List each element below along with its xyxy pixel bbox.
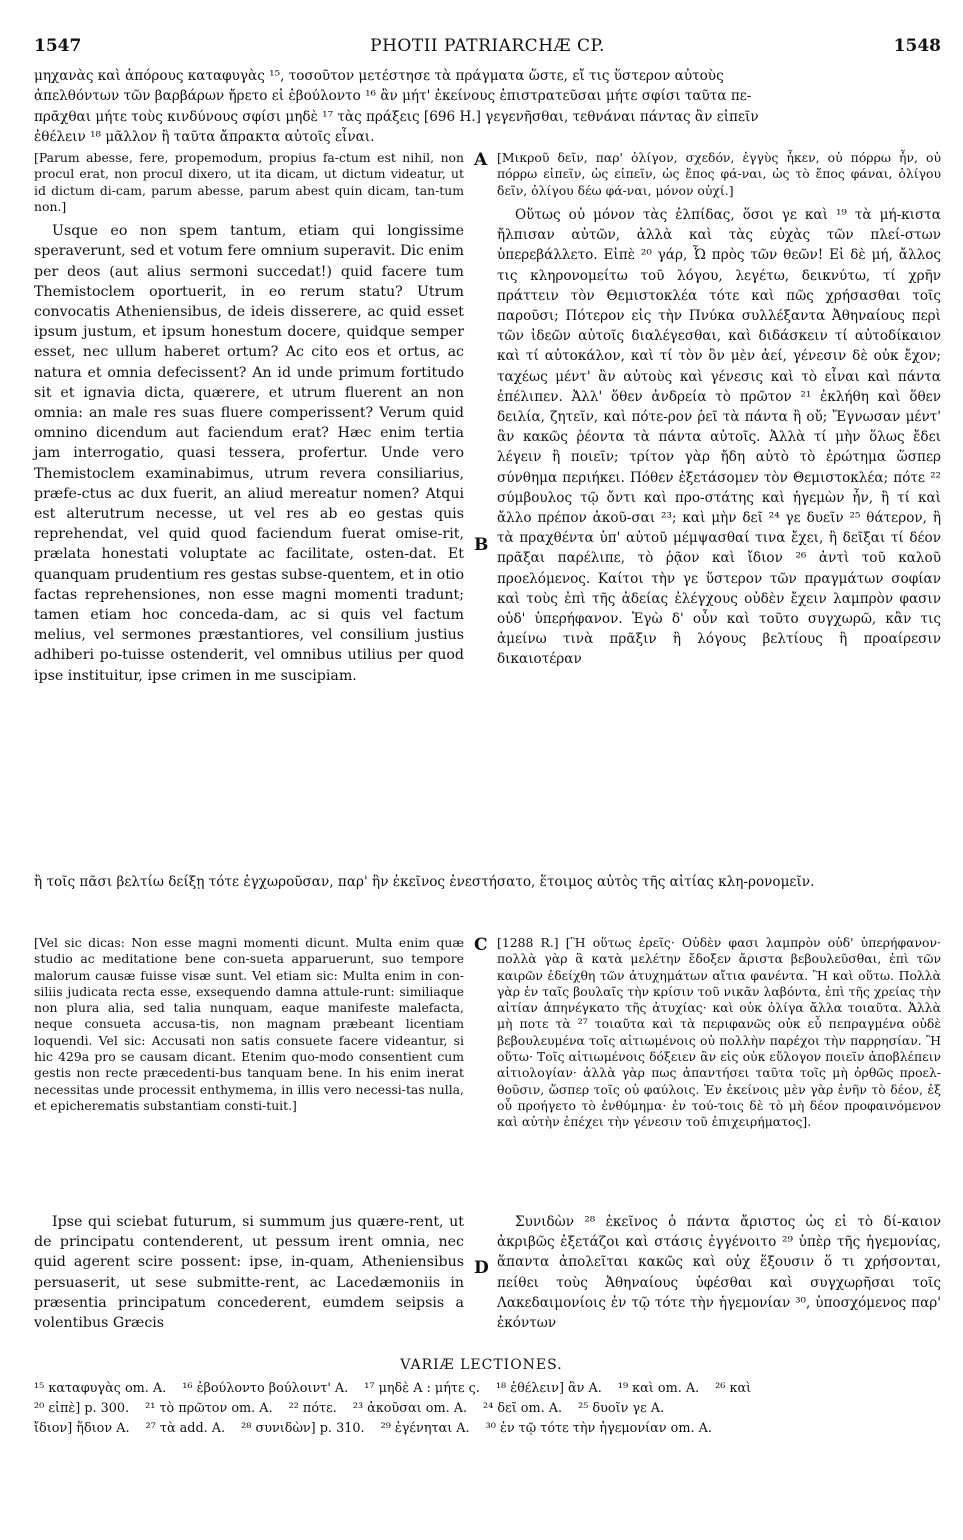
margin-letter-c: C (474, 935, 488, 955)
greek-column-1 (497, 150, 941, 676)
variant-note: ²⁹ ἐγένηται A. (380, 1421, 470, 1436)
top-line: ἀπελθόντων τῶν βαρβάρων ἤρετο εἰ ἐβούλοντο ¹⁶ ἂν μήτ' ἐκείνους ἐπιστρατεῦσαι μήτε σφίσι ταῦτα πε- (34, 88, 752, 105)
greek-column-2: [1288 R.] [Ἢ οὕτως ἐρεῖς· Οὐδὲν φασι λαμπρὸν οὐδ' ὑπερήφανον· πολλὰ γὰρ ἃ κατὰ μελέτην ἔδοξεν ἄριστα βεβουλεῦσθαι, ἐπὶ τῶν καιρῶν ἐδείχθη τῶν ἀτυχημάτων αἴτια φανέντα. Ἢ καὶ οὕτω. Πολλὰ γὰρ ἐν ταῖς βουλαῖς τὴν κρίσιν τοῦ νικᾶν λαβόντα, ἐπὶ τῆς χρείας τὴν αἰτίαν ἀπηνέγκατο τῆς ἀτυχίας· καὶ οὐκ ὀλίγα ἄλλα τοιαῦτα. Ἀλλὰ μὴ ποτε τὰ ²⁷ τοιαῦτα καὶ τὰ περιφανῶς οὐκ εὖ πεπραγμένα οὐδὲ βεβουλευμένα τοῖς αἰτιωμένοις οὐ πολλὴν παρέχοι τὴν παρρησίαν. Ἢ οὕτω· Τοῖς αἰτιωμένοις δόξειεν ἂν εἰς οὐκ εὔλογον ποιεῖν ἀποβλέπειν αἰτιολογίαν· ἀλλὰ γὰρ πως ἀπαντήσει ταῦτα τοῖς μὴ ὀρθῶς προελ-θοῦσιν, ὥσπερ τοῖς οὐ φαύλοις. Ἐν ἐκείνοις μὲν γὰρ ἐνῆν τὸ δέον, ἐξ οὗ προήγετο τὸ ἐνθύμημα· ἐν τού-τοις δὲ τὸ μὴ δέον προφαινόμενον καὶ αὐτὴν ἐπέχει τὴν γένεσιν τοῦ ἐπιχειρήματος]. (497, 935, 941, 1130)
variae-lectiones (34, 1379, 941, 1439)
variant-note: ¹⁷ μηδὲ A : μήτε ς. (364, 1381, 480, 1396)
margin-letter-d: D (474, 1258, 489, 1278)
top-line: ἐθέλειν ¹⁸ μᾶλλον ἢ ταῦτα ἄπρακτα αὐτοῖς εἶναι. (34, 129, 375, 146)
variant-note: ²⁴ δεῖ om. A. (483, 1401, 563, 1416)
greek-column-3: Συνιδὼν ²⁸ ἐκεῖνος ὁ πάντα ἄριστος ὡς εἰ τὸ δί-καιον ἀκριβῶς ἐξετάζοι καὶ στάσις ἐγγένοιτο ²⁹ ὑπὲρ τῆς ἡγεμονίας, ἅπαντα ἀπολεῖται κακῶς καὶ οὐχ ἕξουσιν ὅ τι χρήσονται, πείθει τοὺς Ἀθηναίους ὑφέσθαι καὶ συγχωρῆσαι τοῖς Λακεδαιμονίοις ἐν τῷ τότε τὴν ἡγεμονίαν ³⁰, ὑποσχόμενος παρ' ἑκόντων (497, 1214, 941, 1332)
top-line: πρᾶχθαι μήτε τοὺς κινδύνους σφίσι μηδὲ ¹⁷ τὰς πράξεις [696 H.] γεγενῆσθαι, τεθνάναι πάντας ἂν εἰπεῖν (34, 108, 759, 125)
latin-paragraph: Usque eo non spem tantum, etiam qui longissime speraverunt, sed et votum fere omnium superavit. Dic enim per deos (aut alius sermoni succedat!) quid facere tum Themistoclem oportuerit, in eo rerum statu? Utrum convocatis Atheniensibus, de ideis disserere, ac quid esset ipsum justum, et ipsum honestum docere, quidque semper esset, nec ullum haberet ortum? Ac cito eos et ortus, ac natura et omnia defecissent? An id unde primum fortitudo sit et ignavia dicta, quærere, et utrum fluerent an non omnia: an male res suas fluere comperissent? Verum quid omnino dicendum aut faciendum erat? Hæc enim tertia jam interrogatio, quasi tessera, profertur. Unde vero Themistoclem examinabimus, utrum revera consiliarius, præfe-ctus ac dux fuerit, an aliud mereatur nomen? Atqui est alterutrum necesse, ut vel res ab eo gestas quis reprehendat, vel quid quod faciendum fuerat omise-rit, prælata honestati voluptate ac facilitate, osten-dat. Et quanquam prudentium res gestas subse-quentem, et in otio factas reprehensiones, non esse magni momenti tradunt; tamen etiam hoc conceda-dam, ac si quis vel factum melius, vel sermones præstantiores, vel consilium justius adhiberi po-tuisse ostenderit, vel omnibus utilius per quod ipse instituitur, ipse crimen in me suscipiam. (34, 223, 464, 684)
variant-note: ¹⁸ ἐθέλειν] ἂν A. (495, 1381, 602, 1396)
latin-column-2: [Vel sic dicas: Non esse magni momenti dicunt. Multa enim quæ studio ac meditatione bene con-sueta apparuerunt, suo tempore malorum causæ fuisse visæ sunt. Vel etiam sic: Multa enim in con-siliis judicata recta esse, exsequendo damna attule-runt: similiaque non plura alia, sed talia nunquam, eaque manifeste malefacta, neque consueta accusa-tis, non magnam præbeant licentiam loquendi. Vel sic: Accusati non satis consuete facere videantur, si hic 429a pro se causam dicant. Etenim quo-modo consentient cum gestis non recte præcedenti-bus tanquam bene. In his enim inerat necessitas unde processit enthymema, in illis vero necessi-tas nulla, et epicherematis substantiam consti-tuit.] (34, 935, 464, 1113)
variae-line (34, 1379, 941, 1399)
page-number-right: 1548 (893, 36, 941, 56)
variant-note: ²³ ἀκοῦσαι om. A. (352, 1401, 468, 1416)
variant-note: ¹⁹ καὶ om. A. (617, 1381, 700, 1396)
variae-line (34, 1399, 941, 1419)
variant-note: ¹⁵ καταφυγὰς om. A. (34, 1381, 167, 1396)
bridge-line: ἢ τοῖς πᾶσι βελτίω δείξῃ τότε ἐγχωροῦσαν, παρ' ἣν ἐκεῖνος ἐνεστήσατο, ἕτοιμος αὐτὸς τῆς αἰτίας κλη-ρονομεῖν. (34, 874, 815, 890)
variant-note: ²² πότε. (288, 1401, 337, 1416)
variant-note: ἴδιον] ἥδιον A. (34, 1421, 130, 1436)
variant-note: ²⁰ εἰπὲ] p. 300. (34, 1401, 130, 1416)
variant-note: ²⁵ δυοῖν γε A. (578, 1401, 665, 1416)
variae-line (34, 1419, 941, 1439)
latin-column-1 (34, 150, 464, 692)
page-number-left: 1547 (34, 36, 82, 56)
variant-note: ²⁶ καὶ (715, 1381, 752, 1396)
top-continuation (34, 66, 941, 148)
variant-note: ¹⁶ ἐβούλοντο βούλοιντ' A. (182, 1381, 349, 1396)
variant-note: ²⁷ τὰ add. A. (145, 1421, 226, 1436)
running-title: PHOTII PATRIARCHÆ CP. (370, 36, 605, 56)
page-header (34, 36, 941, 66)
variant-note: ²⁸ συνιδὼν] p. 310. (241, 1421, 365, 1436)
margin-letter-a: A (474, 150, 488, 170)
variant-note: ²¹ τὸ πρῶτον om. A. (145, 1401, 273, 1416)
top-line: μηχανὰς καὶ ἀπόρους καταφυγὰς ¹⁵, τοσοῦτον μετέστησε τὰ πράγματα ὥστε, εἴ τις ὕστερον αὐτοὺς (34, 68, 724, 84)
variant-note: ³⁰ ἐν τῷ τότε τὴν ἡγεμονίαν om. A. (485, 1421, 712, 1436)
greek-paragraph: Οὕτως οὐ μόνον τὰς ἐλπίδας, ὅσοι γε καὶ ¹⁹ τὰ μή-κιστα ἤλπισαν αὐτῶν, ἀλλὰ καὶ τὰς εὐχὰς τῶν πλεί-στων ὑπερεβάλλετο. Εἰπὲ ²⁰ γάρ, Ὦ πρὸς τῶν θεῶν! Εἰ δὲ μή, ἄλλος τις κληρονομείτω τοῦ λόγου, λεγέτω, δεικνύτω, τί χρῆν πράττειν τὸν Θεμιστοκλέα τότε καὶ πῶς χρήσασθαι τοῖς παροῦσι; Πότερον εἰς τὴν Πνύκα συλλέξαντα Ἀθηναίους περὶ τῶν ἰδεῶν αὐτοῖς διαλέγεσθαι, καὶ διδάσκειν τί αὐτοδίκαιον καὶ τί αὐτοκάλον, καὶ τί τὸν ὂν μὲν ἀεί, γένεσιν δὲ οὐκ ἔχον; ταχέως μέντ' ἂν αὐτοὺς καὶ γένεσις καὶ τὸ εἶναι καὶ πάντα ἐπέλιπεν. Ἀλλ' ὅθεν ἀνδρεία τὸ πρῶτον ²¹ ἐκλήθη καὶ ὅθεν δειλία, ζητεῖν, καὶ πότε-ρον ῥεῖ τὰ πάντα ἢ οὔ; Ἔγνωσαν μέντ' ἂν κακῶς ῥέοντα τὰ πάντα αὐτοῖς. Ἀλλὰ τί μὴν ὅλως ἔδει λέγειν ἢ ποιεῖν; τρίτον γὰρ ἤδη αὐτὸ τὸ ἐρώτημα ὥσπερ σύνθημα περιήκει. Πόθεν ἐξετάσομεν τὸν Θεμιστοκλέα; πότε ²² σύμβουλος τῷ ὄντι καὶ προ-στάτης καὶ ἡγεμὼν ἦν, ἢ τί καὶ ἄλλο πρέπον ἀκοῦ-σαι ²³; καὶ μὴν δεῖ ²⁴ γε δυεῖν ²⁵ θάτερον, ἢ τὰ πραχθέντα ὑπ' αὐτοῦ μέμψασθαί τινα ἔχει, ἢ δεῖξαι τί δέον πρᾶξαι παρέλιπε, τὸ ῥᾷον καὶ ἴδιον ²⁶ ἀντὶ τοῦ καλοῦ προελόμενος. Καίτοι τὴν γε ὕστερον τῶν πραγμάτων σοφίαν καὶ τοὺς ἐπὶ τῆς ἀδείας ἐλέγχους οὐδὲν ἔχειν λαμπρὸν φασιν οὐδ' ὑπερήφανον. Ἐγὼ δ' οὖν καὶ τοῦτο συγχωρῶ, κἂν τις ἀμείνω τινὰ πρᾶξιν ἢ λόγους βελτίους ἢ προαίρεσιν δικαιοτέραν (497, 206, 941, 668)
latin-note: [Parum abesse, fere, propemodum, propius fa-ctum est nihil, non procul erat, non procul dixero, ut ita dicam, ut dictum videatur, ut id dictum di-cam, parum abesse, parum abest quin dicam, tan-tum non.] (34, 150, 464, 214)
margin-letter-b: B (474, 535, 489, 555)
variae-title: VARIÆ LECTIONES. (400, 1357, 563, 1373)
greek-note: [Μικροῦ δεῖν, παρ' ὀλίγον, σχεδόν, ἐγγὺς ἧκεν, οὐ πόρρω ἦν, οὐ πόρρω εἰπεῖν, ὡς εἰπεῖν, ὡς ἔπος φά-ναι, ὡς τὸ ἔπος φάναι, ὀλίγου δεῖν, ὀλίγου δέω φά-ναι, μόνον οὐχί.] (497, 150, 941, 198)
latin-column-3: Ipse qui sciebat futurum, si summum jus quære-rent, ut de principatu contenderent, ut pessum irent omnia, nec quid agerent scire possent: ipse, in-quam, Atheniensibus persuaserit, ut sese submitte-rent, ac Lacedæmoniis in præsentia principatum concederent, eumdem seipsis a volentibus Græcis (34, 1214, 464, 1332)
